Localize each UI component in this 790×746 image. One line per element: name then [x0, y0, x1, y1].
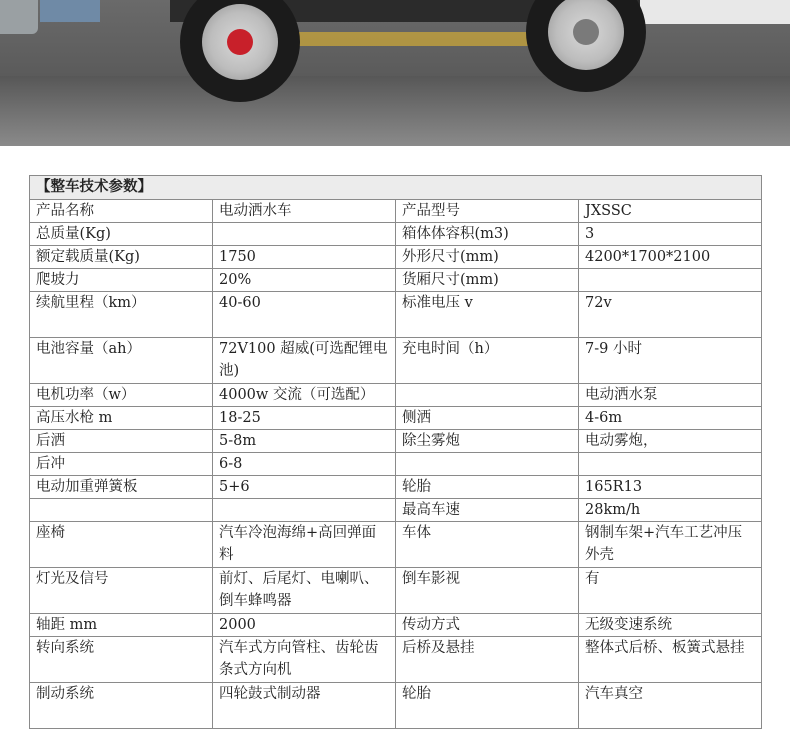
table-row: [30, 683, 762, 729]
spec-value-cell: 28km/h: [579, 499, 762, 522]
spec-value-cell: 4-6m: [579, 407, 762, 430]
spec-value-cell: [579, 453, 762, 476]
spec-label-cell: 箱体体容积(m3): [396, 223, 579, 246]
spec-value-cell: [213, 499, 396, 522]
table-row: [30, 384, 762, 407]
spec-value-cell: 整体式后桥、板簧式悬挂: [579, 637, 762, 683]
table-row: [30, 246, 762, 269]
spec-label-cell: 电池容量（ah）: [30, 338, 213, 384]
spec-label-cell: 车体: [396, 522, 579, 568]
spec-label-cell: 外形尺寸(mm): [396, 246, 579, 269]
table-row: [30, 637, 762, 683]
spec-value-cell: 20%: [213, 269, 396, 292]
spec-value-cell: 72V100 超威(可选配锂电池): [213, 338, 396, 384]
spec-value-cell: 汽车真空: [579, 683, 762, 729]
table-row: [30, 499, 762, 522]
spec-label-cell: 侧洒: [396, 407, 579, 430]
spec-label-cell: 后冲: [30, 453, 213, 476]
spec-label-cell: 标准电压 v: [396, 292, 579, 338]
spec-value-cell: 电动雾炮，: [579, 430, 762, 453]
spec-label-cell: 轴距 mm: [30, 614, 213, 637]
spec-value-cell: 1750: [213, 246, 396, 269]
spec-value-cell: 有: [579, 568, 762, 614]
spec-label-cell: 续航里程（km）: [30, 292, 213, 338]
table-row: [30, 223, 762, 246]
spec-value-cell: 5+6: [213, 476, 396, 499]
spec-label-cell: 倒车影视: [396, 568, 579, 614]
table-row: [30, 269, 762, 292]
spec-label-cell: 后洒: [30, 430, 213, 453]
spec-value-cell: 电动洒水泵: [579, 384, 762, 407]
spec-label-cell: 额定载质量(Kg): [30, 246, 213, 269]
spec-label-cell: 轮胎: [396, 476, 579, 499]
spec-value-cell: 165R13: [579, 476, 762, 499]
spec-value-cell: 钢制车架+汽车工艺冲压外壳: [579, 522, 762, 568]
spec-value-cell: 汽车式方向管柱、齿轮齿条式方向机: [213, 637, 396, 683]
blue-pipe: [40, 0, 100, 22]
table-row: [30, 453, 762, 476]
water-pipe: [0, 0, 38, 34]
spec-label-cell: 座椅: [30, 522, 213, 568]
table-row: [30, 430, 762, 453]
table-title: 【整车技术参数】: [30, 176, 762, 200]
table-row: [30, 476, 762, 499]
spec-label-cell: 产品型号: [396, 200, 579, 223]
spec-label-cell: 最高车速: [396, 499, 579, 522]
table-row: [30, 522, 762, 568]
spec-label-cell: [396, 453, 579, 476]
truck-photo: [0, 0, 790, 146]
table-row: [30, 614, 762, 637]
spec-value-cell: 汽车冷泡海绵+高回弹面料: [213, 522, 396, 568]
spec-value-cell: JXSSC: [579, 200, 762, 223]
spec-label-cell: 后桥及悬挂: [396, 637, 579, 683]
spec-label-cell: [30, 499, 213, 522]
spec-value-cell: 4000w 交流（可选配）: [213, 384, 396, 407]
spec-label-cell: 转向系统: [30, 637, 213, 683]
spec-value-cell: [579, 269, 762, 292]
spec-label-cell: 高压水枪 m: [30, 407, 213, 430]
table-row: [30, 338, 762, 384]
spec-value-cell: 72v: [579, 292, 762, 338]
spec-value-cell: 无级变速系统: [579, 614, 762, 637]
spec-value-cell: 7-9 小时: [579, 338, 762, 384]
spec-value-cell: 3: [579, 223, 762, 246]
spec-value-cell: 18-25: [213, 407, 396, 430]
spec-value-cell: 6-8: [213, 453, 396, 476]
table-title-row: [30, 176, 762, 200]
spec-label-cell: 电机功率（w）: [30, 384, 213, 407]
spec-value-cell: 2000: [213, 614, 396, 637]
table-row: [30, 568, 762, 614]
spec-label-cell: 充电时间（h）: [396, 338, 579, 384]
spec-label-cell: 灯光及信号: [30, 568, 213, 614]
spec-label-cell: 除尘雾炮: [396, 430, 579, 453]
spec-label-cell: 电动加重弹簧板: [30, 476, 213, 499]
spec-label-cell: [396, 384, 579, 407]
spec-label-cell: 总质量(Kg): [30, 223, 213, 246]
spec-label-cell: 爬坡力: [30, 269, 213, 292]
truck-cab: [640, 0, 790, 24]
table-row: [30, 292, 762, 338]
spec-label-cell: 制动系统: [30, 683, 213, 729]
spec-label-cell: 传动方式: [396, 614, 579, 637]
spec-value-cell: 电动洒水车: [213, 200, 396, 223]
spec-value-cell: [213, 223, 396, 246]
spec-label-cell: 轮胎: [396, 683, 579, 729]
spec-value-cell: 前灯、后尾灯、电喇叭、倒车蜂鸣器: [213, 568, 396, 614]
spec-value-cell: 40-60: [213, 292, 396, 338]
spec-value-cell: 4200*1700*2100: [579, 246, 762, 269]
spec-table: [29, 175, 762, 729]
spec-label-cell: 产品名称: [30, 200, 213, 223]
table-row: [30, 407, 762, 430]
spec-label-cell: 货厢尺寸(mm): [396, 269, 579, 292]
table-row: [30, 200, 762, 223]
spec-value-cell: 四轮鼓式制动器: [213, 683, 396, 729]
spec-value-cell: 5-8m: [213, 430, 396, 453]
road-surface: [0, 76, 790, 146]
